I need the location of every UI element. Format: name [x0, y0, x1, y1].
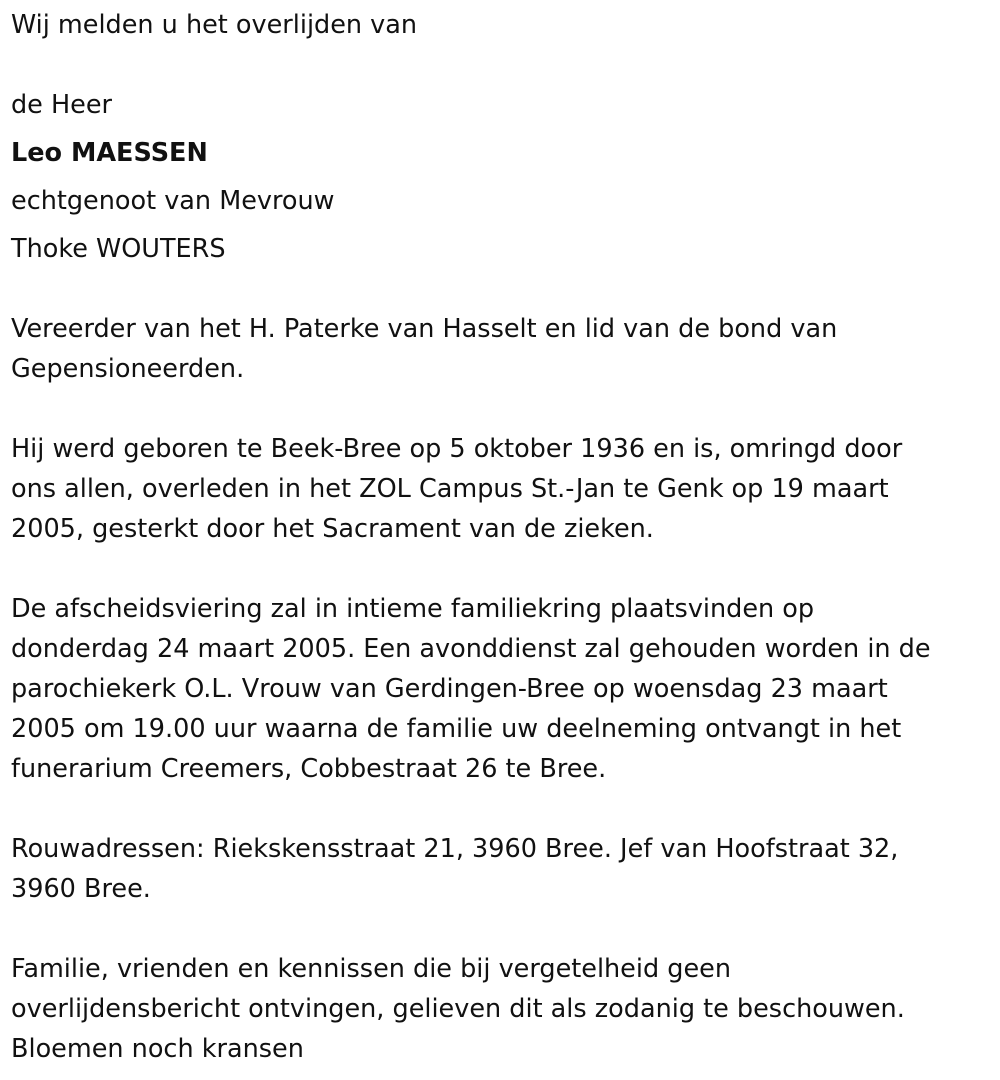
paragraph-line: overlijdensbericht ontvingen, gelieven dit als zodanig te beschouwen. — [11, 994, 905, 1024]
paragraph-line: 2005, gesterkt door het Sacrament van de zieken. — [11, 514, 654, 544]
paragraph-line: Vereerder van het H. Paterke van Hasselt en lid van de bond van — [11, 314, 838, 344]
paragraph-line: 3960 Bree. — [11, 874, 151, 904]
birth-death-paragraph — [11, 429, 986, 549]
spouse-name: Thoke WOUTERS — [11, 234, 226, 264]
closing-paragraph — [11, 949, 986, 1069]
paragraph-line: donderdag 24 maart 2005. Een avonddienst zal gehouden worden in de — [11, 634, 931, 664]
title-prefix: de Heer — [11, 90, 113, 120]
paragraph-line: Bloemen noch kransen — [11, 1034, 304, 1064]
paragraph-line: Familie, vrienden en kennissen die bij vergetelheid geen — [11, 954, 731, 984]
spouse-label: echtgenoot van Mevrouw — [11, 186, 335, 216]
paragraph-line: Hij werd geboren te Beek-Bree op 5 oktober 1936 en is, omringd door — [11, 434, 903, 464]
paragraph-line: Rouwadressen: Riekskensstraat 21, 3960 Bree. Jef van Hoofstraat 32, — [11, 834, 899, 864]
obituary-notice — [11, 5, 986, 1069]
paragraph-line: ons allen, overleden in het ZOL Campus St.-Jan te Genk op 19 maart — [11, 474, 889, 504]
paragraph-line: Gepensioneerden. — [11, 354, 245, 384]
paragraph-line: 2005 om 19.00 uur waarna de familie uw deelneming ontvangt in het — [11, 714, 902, 744]
addresses-paragraph — [11, 829, 986, 909]
deceased-name: Leo MAESSEN — [11, 138, 208, 168]
membership-paragraph — [11, 309, 986, 389]
paragraph-line: De afscheidsviering zal in intieme familiekring plaatsvinden op — [11, 594, 815, 624]
intro-text: Wij melden u het overlijden van — [11, 10, 418, 40]
paragraph-line: funerarium Creemers, Cobbestraat 26 te Bree. — [11, 754, 607, 784]
ceremony-paragraph — [11, 589, 986, 789]
paragraph-line: parochiekerk O.L. Vrouw van Gerdingen-Bree op woensdag 23 maart — [11, 674, 888, 704]
